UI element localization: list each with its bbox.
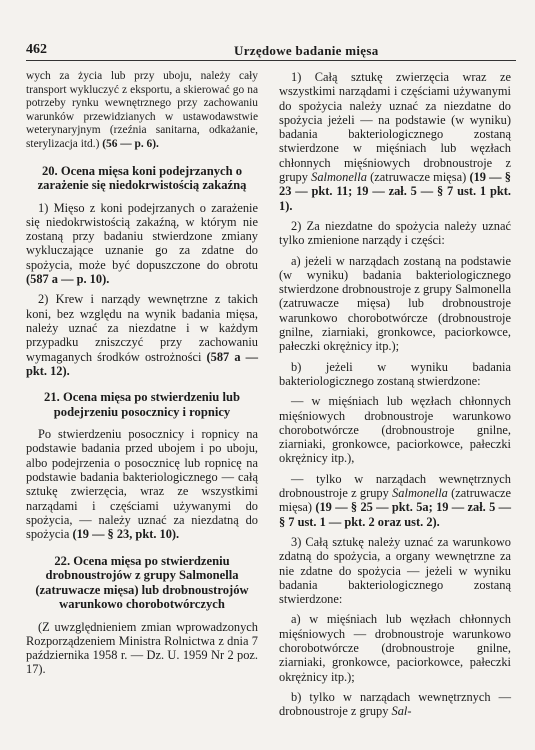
page-number: 462 (26, 42, 47, 57)
rule-2b-organs: — tylko w narządach wewnętrznych drobnoustroje z grupy Salmonella (zatruwacze mięsa) (19 — § 25 — pkt. 5a; 19 — zał. 5 — § 7 ust. 1 — pkt. 2 oraz ust. 2). (279, 471, 511, 529)
section-20-point-2: 2) Krew i narządy wewnętrzne z takich koni, bez względu na wynik badania mięsa, należy uznać za niezdatne i w każdym przypadku zniszczyć przy zachowaniu wymaganych środków ostrożności (587 a — pkt. 12). (26, 292, 259, 378)
rule-3b: b) tylko w narządach wewnętrznych — drobnoustroje z grupy Sal- (279, 689, 511, 719)
rule-3a: a) w mięśniach lub węzłach chłonnych mięśniowych — drobnoustroje warunkowo chorobotwórcze (drobnoustroje gnilne, ziarniaki, gronkowce, paciorkowce, pałeczki okrężnicy itp.); (279, 612, 511, 684)
running-title: Urzędowe badanie mięsa (234, 43, 379, 58)
section-20-heading: 20. Ocena mięsa koni podejrzanych o zarażenie się niedokrwistością zakaźną (37, 163, 247, 193)
left-column (26, 70, 258, 683)
section-22-note: (Z uwzględnieniem zmian wprowadzonych Rozporządzeniem Ministra Rolnictwa z dnia 7 października 1958 r. — Dz. U. 1959 Nr 2 poz. 17). (26, 619, 258, 677)
rule-2a: a) jeżeli w narządach zostaną na podstawie (w wyniku) badania bakteriologicznego stwierdzone drobnoustroje z grupy Salmonella (zatruwacze mięsa) lub drobnoustroje warunkowo chorobotwórcze (drobnoustroje gnilne, ziarniaki, gronkowce, paciorkowce, pałeczki okrężnicy itp.); (279, 253, 511, 354)
page-header (26, 40, 516, 61)
rule-2: 2) Za niezdatne do spożycia należy uznać tylko zmienione narządy i części: (279, 218, 511, 248)
rule-2b-muscles: — w mięśniach lub węzłach chłonnych mięśniowych drobnoustroje warunkowo chorobotwórcze (drobnoustroje gnilne, ziarniaki, gronkowce, paciorkowce, pałeczki okrężnicy itp.), (279, 394, 511, 466)
right-column (279, 70, 511, 724)
section-21-paragraph: Po stwierdzeniu posocznicy i ropnicy na podstawie badania przed ubojem i po uboju, albo podejrzenia o posocznicę lub ropnicę na podstawie badania bakteriologicznego — całą sztukę zwierzęcia, wraz ze wszystkimi narządami i częściami używanymi do spożycia, — należy uznać za niezdatną do spożycia (19 — § 23, pkt. 10). (26, 427, 258, 542)
section-20-point-1: 1) Mięso z koni podejrzanych o zarażenie się niedokrwistością zakaźną, w którym nie zostaną przy badaniu stwierdzone zmiany wykluczające uznanie go za zdatne do spożycia, może być dopuszczone do obrotu (587 a — p. 10). (26, 200, 258, 287)
continued-paragraph: wych za życia lub przy uboju, należy cały transport wykluczyć z eksportu, a skierować go na potrzeby rynku wewnętrznego przy zachowaniu warunków przewidzianych w ustawodawstwie weterynaryjnym (rzeźnia sanitarna, odkażanie, sterylizacja itd.) (56 — p. 6). (26, 70, 258, 150)
rule-3: 3) Całą sztukę należy uznać za warunkowo zdatną do spożycia, a organy wewnętrzne za nie zdatne do spożycia — jeżeli w wyniku badania bakteriologicznego zostaną stwierdzone: (279, 534, 511, 607)
section-22-heading: 22. Ocena mięsa po stwierdzeniu drobnoustrojów z grupy Salmonella (zatruwacze mięsa) lub drobnoustrojów warunkowo chorobotwórczych (35, 553, 249, 611)
rule-1: 1) Całą sztukę zwierzęcia wraz ze wszystkimi narządami i częściami używanymi do spożycia należy uznać za niezdatne do spożycia jeżeli — na podstawie (w wyniku) badania bakteriologicznego zostaną stwierdzone w mięśniach lub węzłach chłonnych mięśniowych drobnoustroje z grupy Salmonella (zatruwacze mięsa) (19 — § 23 — pkt. 11; 19 — zał. 5 — § 7 ust. 1 pkt. 1). (279, 70, 511, 213)
section-21-heading: 21. Ocena mięsa po stwierdzeniu lub podejrzeniu posocznicy i ropnicy (44, 390, 240, 419)
rule-2b: b) jeżeli w wyniku badania bakteriologicznego zostaną stwierdzone: (279, 359, 511, 388)
